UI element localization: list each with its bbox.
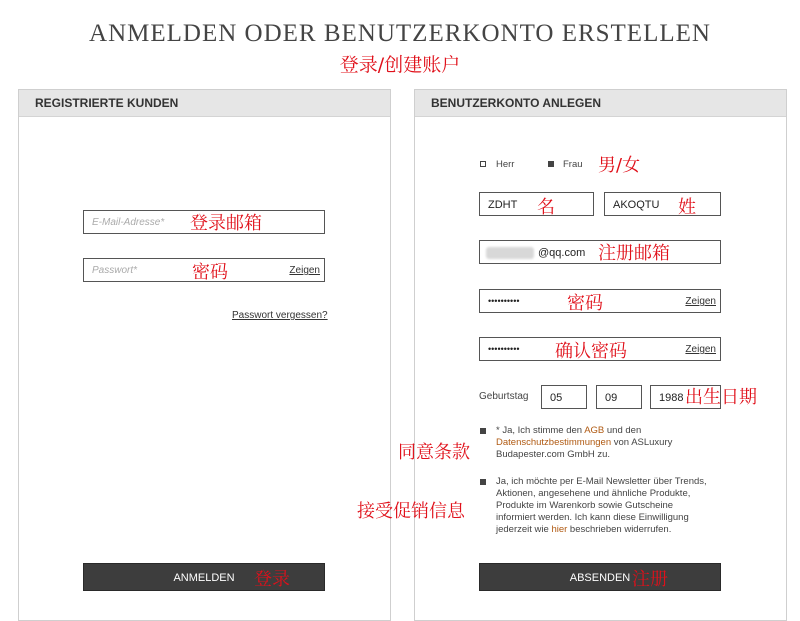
login-email-placeholder: E-Mail-Adresse* [92,217,165,228]
birthday-label: Geburtstag [479,391,529,402]
newsletter-here-link[interactable]: hier [551,524,568,535]
register-submit-label: ABSENDEN [569,572,631,584]
terms-mid: und den [604,425,642,436]
salutation-herr-label: Herr [496,159,515,170]
first-name-annotation: 名 [537,197,555,218]
terms-suffix: von ASLuxury [611,437,673,448]
login-button-annotation: 登录 [254,569,290,590]
login-show-password-link[interactable]: Zeigen [289,265,320,276]
login-password-annotation: 密码 [192,262,228,283]
login-password-placeholder: Passwort* [92,265,138,276]
register-submit-button[interactable] [479,563,721,591]
register-submit-annotation: 注册 [632,569,668,590]
register-password-annotation: 密码 [567,293,603,314]
login-button-label: ANMELDEN [173,572,235,584]
newsletter-line2: Aktionen, angesehene und ähnliche Produkte, [496,488,691,499]
register-email-value: @qq.com [538,247,586,259]
newsletter-line4: informiert werden. Ich kann diese Einwilligung [496,512,689,523]
forgot-password-link[interactable]: Passwort vergessen? [232,310,328,321]
newsletter-line1: Ja, ich möchte per E-Mail Newsletter über Trends, [496,476,707,487]
terms-text [496,425,716,461]
page-subtitle-annotation: 登录/创建账户 [339,54,461,76]
birthday-month-input[interactable] [596,385,642,409]
last-name-annotation: 姓 [678,197,696,218]
newsletter-text [496,476,721,536]
confirm-password-annotation: 确认密码 [555,341,627,362]
birthday-month-value: 09 [605,392,618,404]
terms-annotation: 同意条款 [398,442,470,463]
privacy-link[interactable]: Datenschutzbestimmungen [496,437,612,448]
salutation-frau-label: Frau [563,159,583,170]
register-password-value: •••••••••• [488,296,520,306]
birthday-year-value: 1988 [659,392,684,404]
register-panel-heading: BENUTZERKONTO ANLEGEN [415,90,786,117]
terms-line3: Budapester.com GmbH zu. [496,449,611,460]
last-name-value: AKOQTU [613,199,660,211]
first-name-value: ZDHT [488,199,518,211]
last-name-input[interactable] [604,192,721,216]
terms-prefix: * Ja, Ich stimme den [496,425,585,436]
register-show-password-link[interactable]: Zeigen [685,296,716,307]
login-panel [18,89,391,621]
salutation-frau-radio[interactable] [548,161,554,167]
confirm-password-value: •••••••••• [488,344,520,354]
newsletter-line3: Produkte im Warenkorb sowie Gutscheine [496,500,674,511]
login-panel-heading: REGISTRIERTE KUNDEN [19,90,390,117]
page-title: ANMELDEN ODER BENUTZERKONTO ERSTELLEN [89,20,711,47]
salutation-herr-radio[interactable] [480,161,486,167]
terms-checkbox[interactable] [480,428,486,434]
login-email-annotation: 登录邮箱 [190,213,262,234]
salutation-annotation: 男/女 [598,155,641,176]
birthday-day-input[interactable] [541,385,587,409]
confirm-show-password-link[interactable]: Zeigen [685,344,716,355]
birthday-day-value: 05 [550,392,563,404]
birthday-annotation: 出生日期 [685,387,757,408]
newsletter-line5-pre: jederzeit wie [496,524,552,535]
register-email-annotation: 注册邮箱 [598,243,670,264]
newsletter-line5-post: beschrieben widerrufen. [567,524,672,535]
newsletter-checkbox[interactable] [480,479,486,485]
newsletter-annotation: 接受促销信息 [357,501,465,522]
agb-link[interactable]: AGB [584,425,605,436]
email-blur-mask [486,247,534,259]
